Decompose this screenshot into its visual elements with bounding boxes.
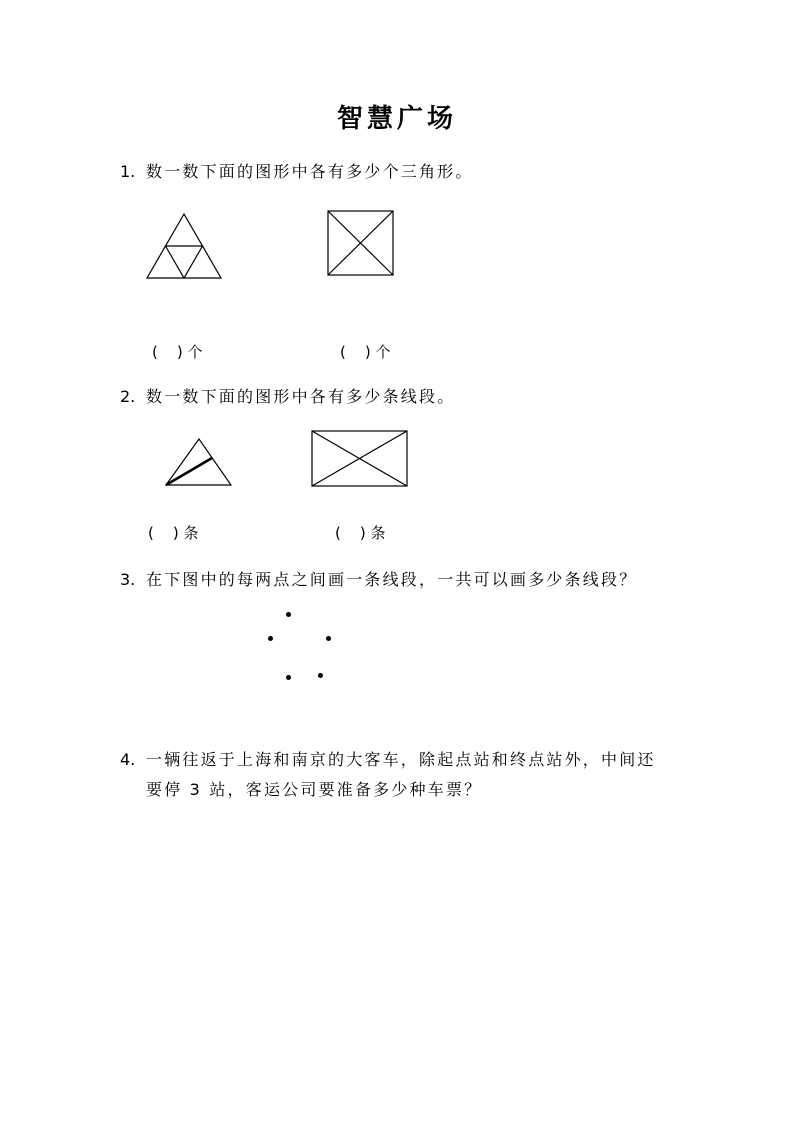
square-with-diagonals-figure bbox=[327, 210, 394, 276]
question-text: 在下图中的每两点之间画一条线段，一共可以画多少条线段？ bbox=[146, 570, 638, 589]
point-dot bbox=[318, 673, 323, 678]
point-dot bbox=[268, 636, 273, 641]
question-text: 数一数下面的图形中各有多少条线段。 bbox=[146, 387, 456, 406]
point-dot bbox=[326, 636, 331, 641]
question-number: 1. bbox=[120, 162, 136, 181]
question-3 bbox=[120, 565, 637, 595]
point-dot bbox=[286, 675, 291, 680]
question-2 bbox=[120, 382, 455, 412]
answer-blank[interactable]: ( ) 条 bbox=[148, 524, 199, 542]
answer-blank[interactable]: ( ) 个 bbox=[152, 343, 203, 361]
question-text-line-1: 一辆往返于上海和南京的大客车，除起点站和终点站外，中间还 bbox=[146, 750, 656, 769]
triangle-with-segment-figure bbox=[165, 437, 233, 487]
rectangle-with-diagonals-figure bbox=[311, 430, 408, 487]
question-number: 4. bbox=[120, 750, 136, 769]
question-number: 2. bbox=[120, 387, 136, 406]
inner-triangle bbox=[166, 246, 203, 278]
inner-segment bbox=[166, 458, 212, 485]
question-text: 数一数下面的图形中各有多少个三角形。 bbox=[146, 162, 474, 181]
subdivided-triangle-figure bbox=[145, 212, 223, 280]
answer-blank[interactable]: ( ) 个 bbox=[340, 343, 391, 361]
answer-blank[interactable]: ( ) 条 bbox=[335, 524, 386, 542]
point-dot bbox=[286, 612, 291, 617]
question-4 bbox=[120, 745, 656, 805]
question-1 bbox=[120, 157, 474, 187]
question-number: 3. bbox=[120, 570, 136, 589]
page-title: 智慧广场 bbox=[336, 104, 457, 134]
question-text-line-2: 要停 3 站，客运公司要准备多少种车票？ bbox=[146, 780, 483, 799]
